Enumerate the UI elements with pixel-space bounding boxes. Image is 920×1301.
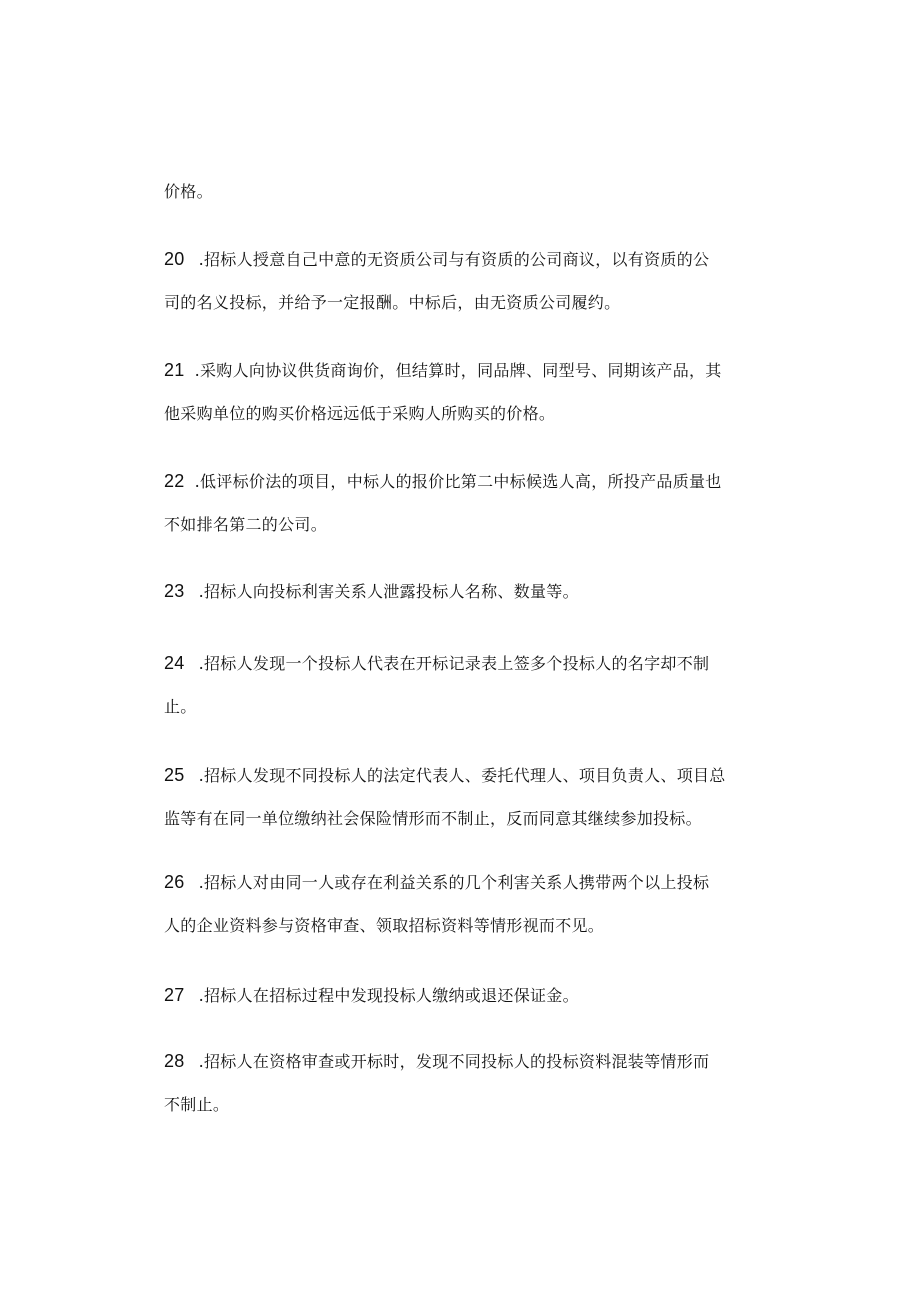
item-number: 26 — [164, 872, 185, 892]
item-number: 27 — [164, 985, 185, 1005]
item-number: 24 — [164, 653, 185, 673]
list-item — [164, 237, 764, 325]
item-number: 23 — [164, 581, 185, 601]
item-text: 监等有在同一单位缴纳社会保险情形而不制止，反而同意其继续参加投标。 — [164, 809, 702, 828]
item-text: 司的名义投标，并给予一定报酬。中标后，由无资质公司履约。 — [164, 293, 621, 312]
list-item — [164, 459, 764, 547]
item-text: .招标人授意自己中意的无资质公司与有资质的公司商议，以有资质的公 — [198, 250, 710, 269]
list-item — [164, 1039, 764, 1127]
list-item — [164, 973, 764, 1017]
item-text: .招标人在资格审查或开标时，发现不同投标人的投标资料混装等情形而 — [198, 1052, 710, 1071]
item-text: .招标人发现不同投标人的法定代表人、委托代理人、项目负责人、项目总 — [198, 766, 726, 785]
item-text: .招标人向投标利害关系人泄露投标人名称、数量等。 — [198, 582, 579, 601]
list-item — [164, 753, 764, 841]
item-number: 21 — [164, 360, 185, 380]
item-text: .招标人发现一个投标人代表在开标记录表上签多个投标人的名字却不制 — [198, 654, 710, 673]
item-text: .低评标价法的项目，中标人的报价比第二中标候选人高，所投产品质量也 — [194, 472, 722, 491]
item-text: 他采购单位的购买价格远远低于采购人所购买的价格。 — [164, 404, 556, 423]
list-item — [164, 860, 764, 948]
list-item — [164, 641, 764, 729]
item-text: .招标人对由同一人或存在利益关系的几个利害关系人携带两个以上投标 — [198, 873, 710, 892]
continuation-text: 价格。 — [164, 182, 213, 201]
continuation-paragraph — [164, 170, 764, 214]
list-item — [164, 348, 764, 436]
item-number: 25 — [164, 765, 185, 785]
list-item — [164, 569, 764, 613]
item-number: 22 — [164, 471, 185, 491]
item-number: 20 — [164, 249, 185, 269]
item-text: 不如排名第二的公司。 — [164, 515, 328, 534]
item-number: 28 — [164, 1051, 185, 1071]
item-text: 止。 — [164, 697, 197, 716]
item-text: .采购人向协议供货商询价，但结算时，同品牌、同型号、同期该产品，其 — [194, 361, 722, 380]
item-text: .招标人在招标过程中发现投标人缴纳或退还保证金。 — [198, 986, 579, 1005]
item-text: 不制止。 — [164, 1095, 230, 1114]
item-text: 人的企业资料参与资格审查、领取招标资料等情形视而不见。 — [164, 916, 605, 935]
